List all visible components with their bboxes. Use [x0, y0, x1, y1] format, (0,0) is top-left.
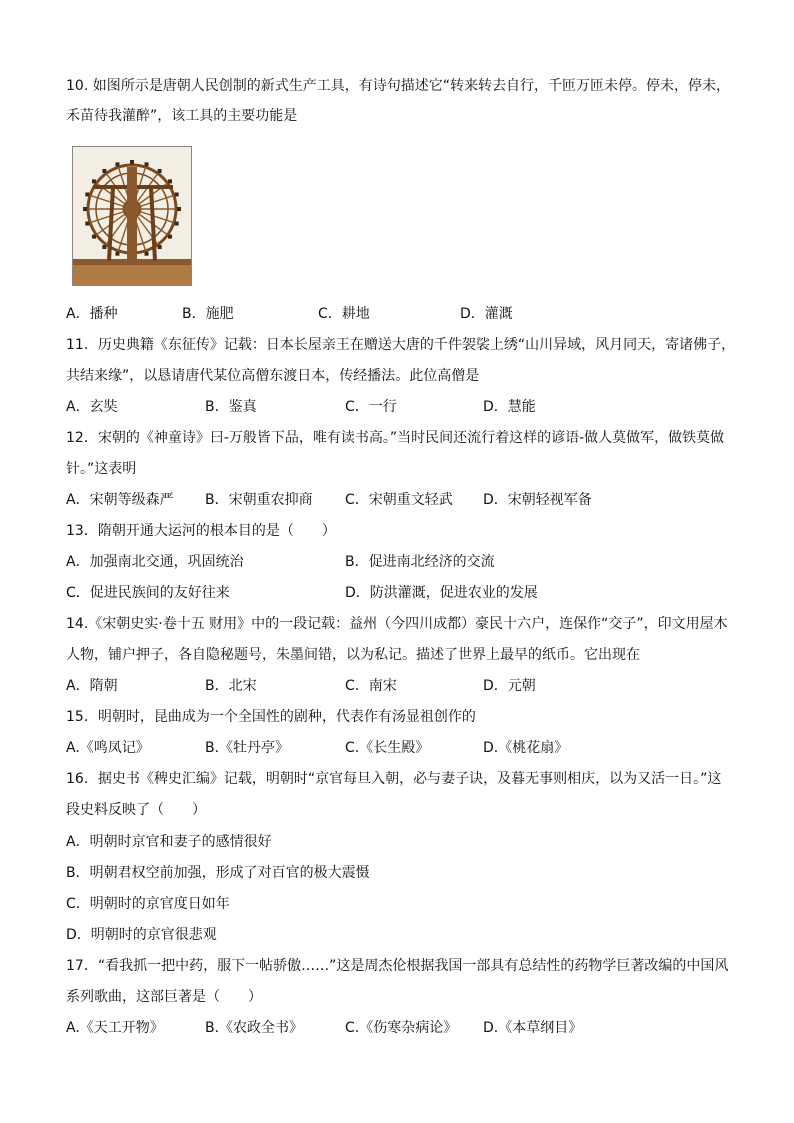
- q10-option-c: C．耕地: [318, 306, 370, 322]
- question-12-line-1: 12．宋朝的《神童诗》曰-万般皆下品，唯有读书高。”当时民间还流行着这样的谚语-做人莫做军，做铁莫做: [66, 430, 725, 446]
- question-17-line-1: 17．“看我抓一把中药，服下一帖骄傲……”这是周杰伦根据我国一部具有总结性的药物学巨著改编的中国风: [66, 958, 729, 974]
- question-12-line-2: 针。”这表明: [66, 461, 137, 477]
- q16-option-c: C．明朝时的京官度日如年: [66, 896, 230, 912]
- question-16-line-1: 16．据史书《稗史汇编》记载，明朝时“京官每旦入朝，必与妻子诀，及暮无事则相庆，以为又活一日。”这: [66, 771, 722, 787]
- q14-option-c: C．南宋: [345, 678, 397, 694]
- q10-option-d: D．灌溉: [460, 306, 513, 322]
- q16-option-b: B．明朝君权空前加强，形成了对百官的极大震慑: [66, 865, 370, 881]
- question-10-line-2: 禾苗待我灌醉”，该工具的主要功能是: [66, 108, 298, 124]
- question-13-line-1: 13．隋朝开通大运河的根本目的是（ ）: [66, 523, 336, 539]
- question-10-line-1: 10. 如图所示是唐朝人民创制的新式生产工具，有诗句描述它“转来转去自行，千匝万匝未停。停未，停未，: [66, 78, 730, 94]
- question-11-line-1: 11．历史典籍《东征传》记载：日本长屋亲王在赠送大唐的千件袈裟上绣“山川异域，风月同天，寄诸佛子，: [66, 337, 736, 353]
- q15-option-a: A.《鸣凤记》: [66, 740, 150, 756]
- q16-option-a: A．明朝时京官和妻子的感情很好: [66, 834, 272, 850]
- q11-option-c: C．一行: [345, 399, 397, 415]
- q15-option-b: B.《牡丹亭》: [205, 740, 290, 756]
- question-14-line-1: 14.《宋朝史实·卷十五 财用》中的一段记载：益州（今四川成都）豪民十六户，连保作“交子”，印文用屋木: [66, 616, 728, 632]
- q15-option-d: D.《桃花扇》: [483, 740, 569, 756]
- q13-option-a: A．加强南北交通，巩固统治: [66, 554, 244, 570]
- q17-option-a: A.《天工开物》: [66, 1020, 164, 1036]
- q11-option-a: A．玄奘: [66, 399, 118, 415]
- waterwheel-illustration: [73, 147, 191, 285]
- waterwheel-figure: [72, 146, 192, 286]
- q13-option-b: B．促进南北经济的交流: [345, 554, 495, 570]
- question-16-line-2: 段史料反映了（ ）: [66, 802, 206, 818]
- q14-option-b: B．北宋: [205, 678, 257, 694]
- q12-option-b: B．宋朝重农抑商: [205, 492, 313, 508]
- q11-option-b: B．鉴真: [205, 399, 257, 415]
- q11-option-d: D．慧能: [483, 399, 536, 415]
- q17-option-c: C.《伤寒杂病论》: [345, 1020, 458, 1036]
- question-15-line-1: 15．明朝时，昆曲成为一个全国性的剧种，代表作有汤显祖创作的: [66, 709, 476, 725]
- q10-option-a: A．播种: [66, 306, 118, 322]
- q17-option-d: D.《本草纲目》: [483, 1020, 583, 1036]
- question-17-line-2: 系列歌曲，这部巨著是（ ）: [66, 989, 262, 1005]
- q17-option-b: B.《农政全书》: [205, 1020, 304, 1036]
- q13-option-c: C．促进民族间的友好往来: [66, 585, 230, 601]
- q12-option-c: C．宋朝重文轻武: [345, 492, 453, 508]
- q14-option-d: D．元朝: [483, 678, 536, 694]
- q12-option-a: A．宋朝等级森严: [66, 492, 174, 508]
- q12-option-d: D．宋朝轻视军备: [483, 492, 592, 508]
- q15-option-c: C.《长生殿》: [345, 740, 430, 756]
- q10-option-b: B．施肥: [182, 306, 234, 322]
- q13-option-d: D．防洪灌溉，促进农业的发展: [345, 585, 538, 601]
- q16-option-d: D．明朝时的京官很悲观: [66, 927, 217, 943]
- question-14-line-2: 人物，铺户押子，各自隐秘题号，朱墨间错，以为私记。描述了世界上最早的纸币。它出现在: [66, 647, 640, 663]
- q14-option-a: A．隋朝: [66, 678, 118, 694]
- question-11-line-2: 共结来缘”，以恳请唐代某位高僧东渡日本，传经播法。此位高僧是: [66, 368, 480, 384]
